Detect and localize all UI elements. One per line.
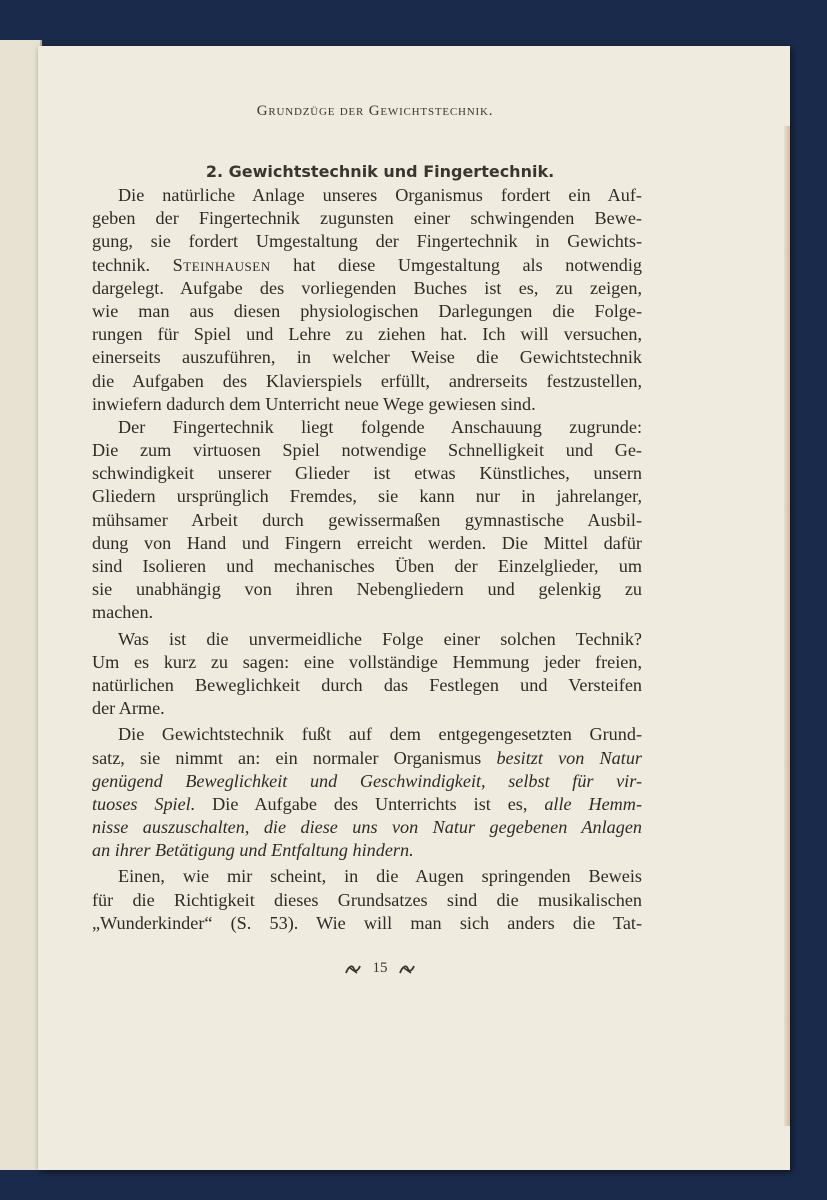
- text-line: Die natürliche Anlage unseres Organismus fordert ein Auf-: [118, 185, 642, 205]
- text-line: rungen für Spiel und Lehre zu ziehen hat. Ich will versuchen,: [92, 324, 642, 345]
- ornament-left-icon: [345, 963, 361, 975]
- text-line: einerseits auszuführen, in welcher Weise die Gewichtstechnik: [92, 347, 642, 368]
- text-line: Um es kurz zu sagen: eine vollständige Hemmung jeder freien,: [92, 651, 642, 672]
- text-line: mühsamer Arbeit durch gewissermaßen gymnastische Ausbil-: [92, 509, 642, 530]
- page-edge-stain: [784, 126, 790, 1126]
- text-line: machen.: [92, 602, 154, 623]
- page-footer: [300, 960, 460, 977]
- text-line: natürlichen Beweglichkeit durch das Festlegen und Versteifen: [92, 674, 642, 695]
- text-line: sind Isolieren und mechanisches Üben der Einzelglieder, um: [92, 556, 642, 576]
- text-line: Der Fingertechnik liegt folgende Anschauung zugrunde:: [118, 416, 642, 437]
- text-line: „Wunderkinder“ (S. 53). Wie will man sich anders die Tat-: [92, 912, 642, 933]
- text-line: Was ist die unvermeidliche Folge einer solchen Technik?: [118, 628, 642, 649]
- text-line: sie unabhängig von ihren Nebengliedern und gelenkig zu: [92, 579, 642, 600]
- text-line: Gliedern ursprünglich Fremdes, sie kann nur in jahrelanger,: [92, 486, 642, 507]
- author-name: Steinhausen: [172, 254, 271, 275]
- text-line: dargelegt. Aufgabe des vorliegenden Buches ist es, zu zeigen,: [92, 277, 642, 298]
- text-line: technik. Steinhausen hat diese Umgestaltung als notwendig: [92, 254, 643, 275]
- body-text: [92, 184, 642, 935]
- left-page-edge: [0, 40, 42, 1170]
- running-head: Grundzüge der Gewichtstechnik.: [256, 103, 494, 119]
- text-line: genügend Beweglichkeit und Geschwindigkeit, selbst für vir-: [92, 770, 642, 791]
- text-line: gung, sie fordert Umgestaltung der Fingertechnik in Gewichts-: [92, 231, 642, 252]
- text-line: inwiefern dadurch dem Unterricht neue Wege gewiesen sind.: [92, 393, 536, 414]
- text-line: für die Richtigkeit dieses Grundsatzes sind die musikalischen: [92, 889, 642, 910]
- text-line: Die zum virtuosen Spiel notwendige Schnelligkeit und Ge-: [92, 440, 642, 461]
- text-line: satz, sie nimmt an: ein normaler Organismus besitzt von Natur: [92, 747, 642, 768]
- text-line: geben der Fingertechnik zugunsten einer schwingenden Bewe-: [92, 208, 642, 229]
- page-number: 15: [372, 960, 388, 976]
- text-line: wie man aus diesen physiologischen Darlegungen die Folge-: [92, 300, 642, 321]
- text-line: Die Gewichtstechnik fußt auf dem entgegengesetzten Grund-: [118, 724, 642, 745]
- text-line: schwindigkeit unserer Glieder ist etwas Künstliches, unsern: [92, 463, 642, 484]
- text-line: nisse auszuschalten, die diese uns von Natur gegebenen Anlagen: [92, 817, 642, 838]
- text-line: an ihrer Betätigung und Entfaltung hindern.: [92, 840, 414, 861]
- text-line: tuoses Spiel. Die Aufgabe des Unterrichts ist es, alle Hemm-: [92, 793, 643, 814]
- text-line: Einen, wie mir scheint, in die Augen springenden Beweis: [118, 866, 642, 887]
- section-heading: 2. Gewichtstechnik und Fingertechnik.: [205, 162, 555, 181]
- text-line: die Aufgaben des Klavierspiels erfüllt, andrerseits festzustellen,: [92, 370, 642, 391]
- ornament-right-icon: [399, 963, 415, 975]
- text-line: der Arme.: [92, 698, 165, 719]
- text-line: dung von Hand und Fingern erreicht werden. Die Mittel dafür: [92, 532, 642, 553]
